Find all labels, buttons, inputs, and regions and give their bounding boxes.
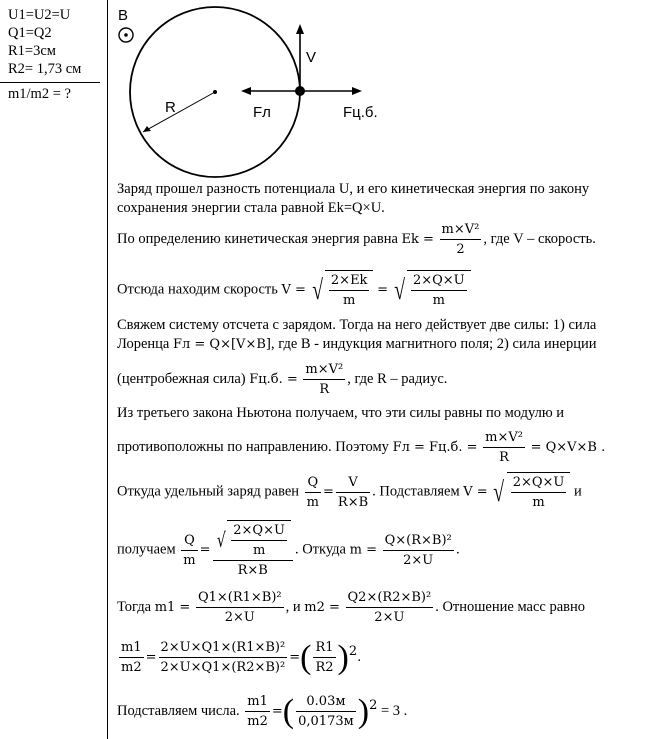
charge-dot bbox=[295, 86, 305, 96]
formula-line: Отсюда находим скорость V = √ $\frac{2\times Ek}{m}$ = √ $\frac{2\times Q\times U}{m}$ bbox=[117, 270, 471, 310]
field-dot-icon bbox=[124, 33, 128, 37]
field-label: B bbox=[118, 7, 129, 24]
formula-line: Тогда m1 = $\frac{\text{Q1×(R1×B)²}}{2\times U}$ , и m2 = $\frac{\text{Q2×(R2×B)²}}{2\times U}$ . Отношение масс равно bbox=[117, 590, 586, 625]
formula-line: Откуда удельный заряд равен $\frac{Q}{m}$ = $\frac{V}{R\times B}$ . Подставляем V = √ $\frac{2\times Q\times U}{m}$ и bbox=[117, 472, 582, 512]
formula-line: Подставляем числа. $\frac{m1}{m2}$ =( $\frac{0.03м}{0,0173м}$ )$^2$ = 3 . bbox=[117, 693, 408, 730]
find-line: m1/m2 = ? bbox=[8, 86, 71, 102]
formula-line: По определению кинетическая энергия равна Ek = $\frac{\text{m×V²}}{2}$ , где V – скорость. bbox=[117, 222, 596, 257]
given-line: Q1=Q2 bbox=[8, 25, 52, 41]
velocity-label: V bbox=[306, 49, 317, 66]
fraction: $\frac{\text{m×V²}}{2}$ bbox=[441, 222, 480, 257]
given-block bbox=[8, 6, 108, 78]
radius-arrow-icon bbox=[143, 126, 151, 132]
lorentz-arrow-icon bbox=[241, 87, 251, 95]
formula-line: (центробежная сила) Fц.б. = $\frac{\text{m×V²}}{R}$ , где R – радиус. bbox=[117, 362, 448, 397]
paragraph-line: сохранения энергии стала равной Ek=Q×U. bbox=[117, 200, 385, 216]
vertical-divider bbox=[107, 0, 108, 739]
given-line: R2= 1,73 см bbox=[8, 61, 82, 77]
paragraph-line: Из третьего закона Ньютона получаем, что эти силы равны по модулю и bbox=[117, 405, 565, 421]
centrifugal-label: Fц.б. bbox=[343, 104, 378, 121]
velocity-arrow-icon bbox=[296, 24, 304, 34]
given-divider bbox=[0, 82, 100, 83]
formula-line: Лоренца Fл = Q×[V×B], где B - индукция магнитного поля; 2) сила инерции bbox=[117, 336, 597, 352]
given-line: R1=3см bbox=[8, 43, 56, 59]
paragraph-line: Заряд прошел разность потенциала U, и его кинетическая энергия по закону bbox=[117, 181, 590, 197]
formula-line: получаем $\frac{Q}{m}$ = √ $\frac{2\times Q\times U}{m}$ R×B . Откуда m = $\frac{\text{Q×(R×B)²}}{2\times U}$ . bbox=[117, 520, 460, 580]
radius-label: R bbox=[165, 99, 176, 116]
radius-line bbox=[143, 92, 215, 132]
paragraph-line: Свяжем систему отсчета с зарядом. Тогда на него действует две силы: 1) сила bbox=[117, 317, 597, 333]
centrifugal-arrow-icon bbox=[352, 87, 362, 95]
formula-line: $\frac{m1}{m2}$ = $\frac{\text{2×U×Q1×(R1×B)²}}{\text{2×U×Q1×(R2×B)²}}$ =( $\frac{R1}{R2}$ )$^2$. bbox=[121, 639, 362, 676]
lorentz-label: Fл bbox=[253, 104, 271, 121]
given-line: U1=U2=U bbox=[8, 7, 71, 23]
formula-line: противоположны по направлению. Поэтому Fл = Fц.б. = $\frac{\text{m×V²}}{R}$ = Q×V×B . bbox=[117, 430, 606, 465]
figure-diagram bbox=[110, 0, 410, 180]
